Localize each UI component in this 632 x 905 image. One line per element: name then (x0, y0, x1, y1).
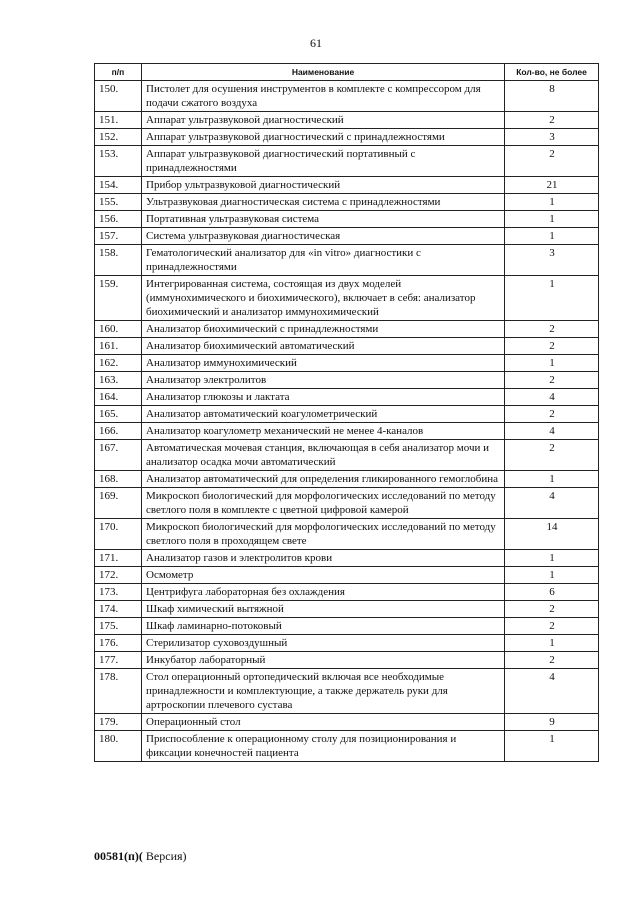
table-row (95, 276, 599, 321)
row-number: 158. (95, 245, 142, 276)
table-row (95, 372, 599, 389)
row-quantity: 2 (505, 406, 599, 423)
row-number: 175. (95, 618, 142, 635)
table-header-row (95, 64, 599, 81)
row-number: 179. (95, 714, 142, 731)
table-row (95, 177, 599, 194)
row-name: Анализатор иммунохимический (142, 355, 505, 372)
row-number: 173. (95, 584, 142, 601)
row-name: Шкаф химический вытяжной (142, 601, 505, 618)
row-quantity: 2 (505, 112, 599, 129)
footer-label: Версия) (142, 849, 187, 863)
table-row (95, 714, 599, 731)
equipment-table (94, 63, 599, 762)
table-row (95, 228, 599, 245)
row-quantity: 2 (505, 601, 599, 618)
header-qty: Кол-во, не более (505, 64, 599, 81)
row-number: 164. (95, 389, 142, 406)
row-number: 152. (95, 129, 142, 146)
row-number: 177. (95, 652, 142, 669)
table-row (95, 731, 599, 762)
table-row (95, 423, 599, 440)
row-quantity: 1 (505, 731, 599, 762)
row-quantity: 8 (505, 81, 599, 112)
row-quantity: 6 (505, 584, 599, 601)
row-name: Инкубатор лабораторный (142, 652, 505, 669)
row-quantity: 1 (505, 211, 599, 228)
table-row (95, 112, 599, 129)
row-quantity: 1 (505, 355, 599, 372)
row-name: Анализатор биохимический с принадлежностями (142, 321, 505, 338)
row-number: 156. (95, 211, 142, 228)
table-row (95, 584, 599, 601)
row-name: Ультразвуковая диагностическая система с принадлежностями (142, 194, 505, 211)
table-row (95, 81, 599, 112)
row-quantity: 2 (505, 372, 599, 389)
row-name: Портативная ультразвуковая система (142, 211, 505, 228)
row-name: Микроскоп биологический для морфологических исследований по методу светлого поля в проходящем свете (142, 519, 505, 550)
table-row (95, 211, 599, 228)
row-quantity: 14 (505, 519, 599, 550)
table-row (95, 669, 599, 714)
table-row (95, 406, 599, 423)
row-number: 161. (95, 338, 142, 355)
table-row (95, 440, 599, 471)
row-quantity: 21 (505, 177, 599, 194)
table-row (95, 519, 599, 550)
row-number: 154. (95, 177, 142, 194)
row-quantity: 1 (505, 471, 599, 488)
row-number: 170. (95, 519, 142, 550)
row-name: Анализатор коагулометр механический не менее 4-каналов (142, 423, 505, 440)
table-row (95, 129, 599, 146)
row-quantity: 2 (505, 652, 599, 669)
header-num: п/п (95, 64, 142, 81)
row-name: Приспособление к операционному столу для позиционирования и фиксации конечностей пациента (142, 731, 505, 762)
row-number: 159. (95, 276, 142, 321)
row-name: Автоматическая мочевая станция, включающая в себя анализатор мочи и анализатор осадка мочи автоматический (142, 440, 505, 471)
row-quantity: 1 (505, 276, 599, 321)
table-row (95, 321, 599, 338)
row-name: Аппарат ультразвуковой диагностический портативный с принадлежностями (142, 146, 505, 177)
row-number: 169. (95, 488, 142, 519)
row-quantity: 2 (505, 618, 599, 635)
table-row (95, 194, 599, 211)
table-row (95, 488, 599, 519)
row-quantity: 4 (505, 389, 599, 406)
row-number: 167. (95, 440, 142, 471)
table-row (95, 389, 599, 406)
row-number: 168. (95, 471, 142, 488)
table-row (95, 245, 599, 276)
table-row (95, 635, 599, 652)
row-number: 165. (95, 406, 142, 423)
row-quantity: 2 (505, 321, 599, 338)
table-row (95, 567, 599, 584)
row-name: Центрифуга лабораторная без охлаждения (142, 584, 505, 601)
row-quantity: 2 (505, 440, 599, 471)
row-number: 153. (95, 146, 142, 177)
row-quantity: 1 (505, 567, 599, 584)
row-name: Шкаф ламинарно-потоковый (142, 618, 505, 635)
table-row (95, 355, 599, 372)
row-quantity: 2 (505, 338, 599, 355)
row-quantity: 3 (505, 129, 599, 146)
row-number: 160. (95, 321, 142, 338)
row-name: Анализатор газов и электролитов крови (142, 550, 505, 567)
footer-code: 00581(п)( (94, 849, 143, 863)
row-name: Гематологический анализатор для «in vitro» диагностики с принадлежностями (142, 245, 505, 276)
row-number: 171. (95, 550, 142, 567)
row-quantity: 9 (505, 714, 599, 731)
row-name: Аппарат ультразвуковой диагностический (142, 112, 505, 129)
row-name: Система ультразвуковая диагностическая (142, 228, 505, 245)
row-name: Анализатор автоматический коагулометрический (142, 406, 505, 423)
row-name: Интегрированная система, состоящая из двух моделей (иммунохимического и биохимического), включает в себя: анализатор биохимический и анализатор иммунохимический (142, 276, 505, 321)
row-name: Пистолет для осушения инструментов в комплекте с компрессором для подачи сжатого воздуха (142, 81, 505, 112)
document-footer (94, 849, 187, 864)
row-name: Стерилизатор суховоздушный (142, 635, 505, 652)
table-row (95, 146, 599, 177)
row-number: 157. (95, 228, 142, 245)
row-quantity: 1 (505, 550, 599, 567)
row-quantity: 2 (505, 146, 599, 177)
row-number: 172. (95, 567, 142, 584)
row-number: 151. (95, 112, 142, 129)
row-name: Операционный стол (142, 714, 505, 731)
row-quantity: 1 (505, 228, 599, 245)
row-quantity: 4 (505, 423, 599, 440)
row-name: Аппарат ультразвуковой диагностический с принадлежностями (142, 129, 505, 146)
row-number: 174. (95, 601, 142, 618)
row-number: 163. (95, 372, 142, 389)
row-number: 180. (95, 731, 142, 762)
row-quantity: 4 (505, 669, 599, 714)
row-name: Анализатор биохимический автоматический (142, 338, 505, 355)
row-name: Прибор ультразвуковой диагностический (142, 177, 505, 194)
row-name: Анализатор электролитов (142, 372, 505, 389)
row-name: Осмометр (142, 567, 505, 584)
table-row (95, 338, 599, 355)
row-name: Анализатор автоматический для определения гликированного гемоглобина (142, 471, 505, 488)
row-number: 178. (95, 669, 142, 714)
table-row (95, 550, 599, 567)
row-number: 162. (95, 355, 142, 372)
row-number: 176. (95, 635, 142, 652)
table-row (95, 471, 599, 488)
row-quantity: 1 (505, 194, 599, 211)
row-quantity: 3 (505, 245, 599, 276)
row-quantity: 4 (505, 488, 599, 519)
row-quantity: 1 (505, 635, 599, 652)
row-name: Микроскоп биологический для морфологических исследований по методу светлого поля в комплекте с цветной цифровой камерой (142, 488, 505, 519)
header-name: Наименование (142, 64, 505, 81)
page-number: 61 (310, 36, 322, 50)
row-name: Стол операционный ортопедический включая все необходимые принадлежности и комплектующие, а также держатель руки для артроскопии плечевого сустава (142, 669, 505, 714)
row-number: 150. (95, 81, 142, 112)
table-body (95, 81, 599, 762)
row-number: 166. (95, 423, 142, 440)
table-row (95, 601, 599, 618)
row-name: Анализатор глюкозы и лактата (142, 389, 505, 406)
table-row (95, 652, 599, 669)
table-row (95, 618, 599, 635)
row-number: 155. (95, 194, 142, 211)
